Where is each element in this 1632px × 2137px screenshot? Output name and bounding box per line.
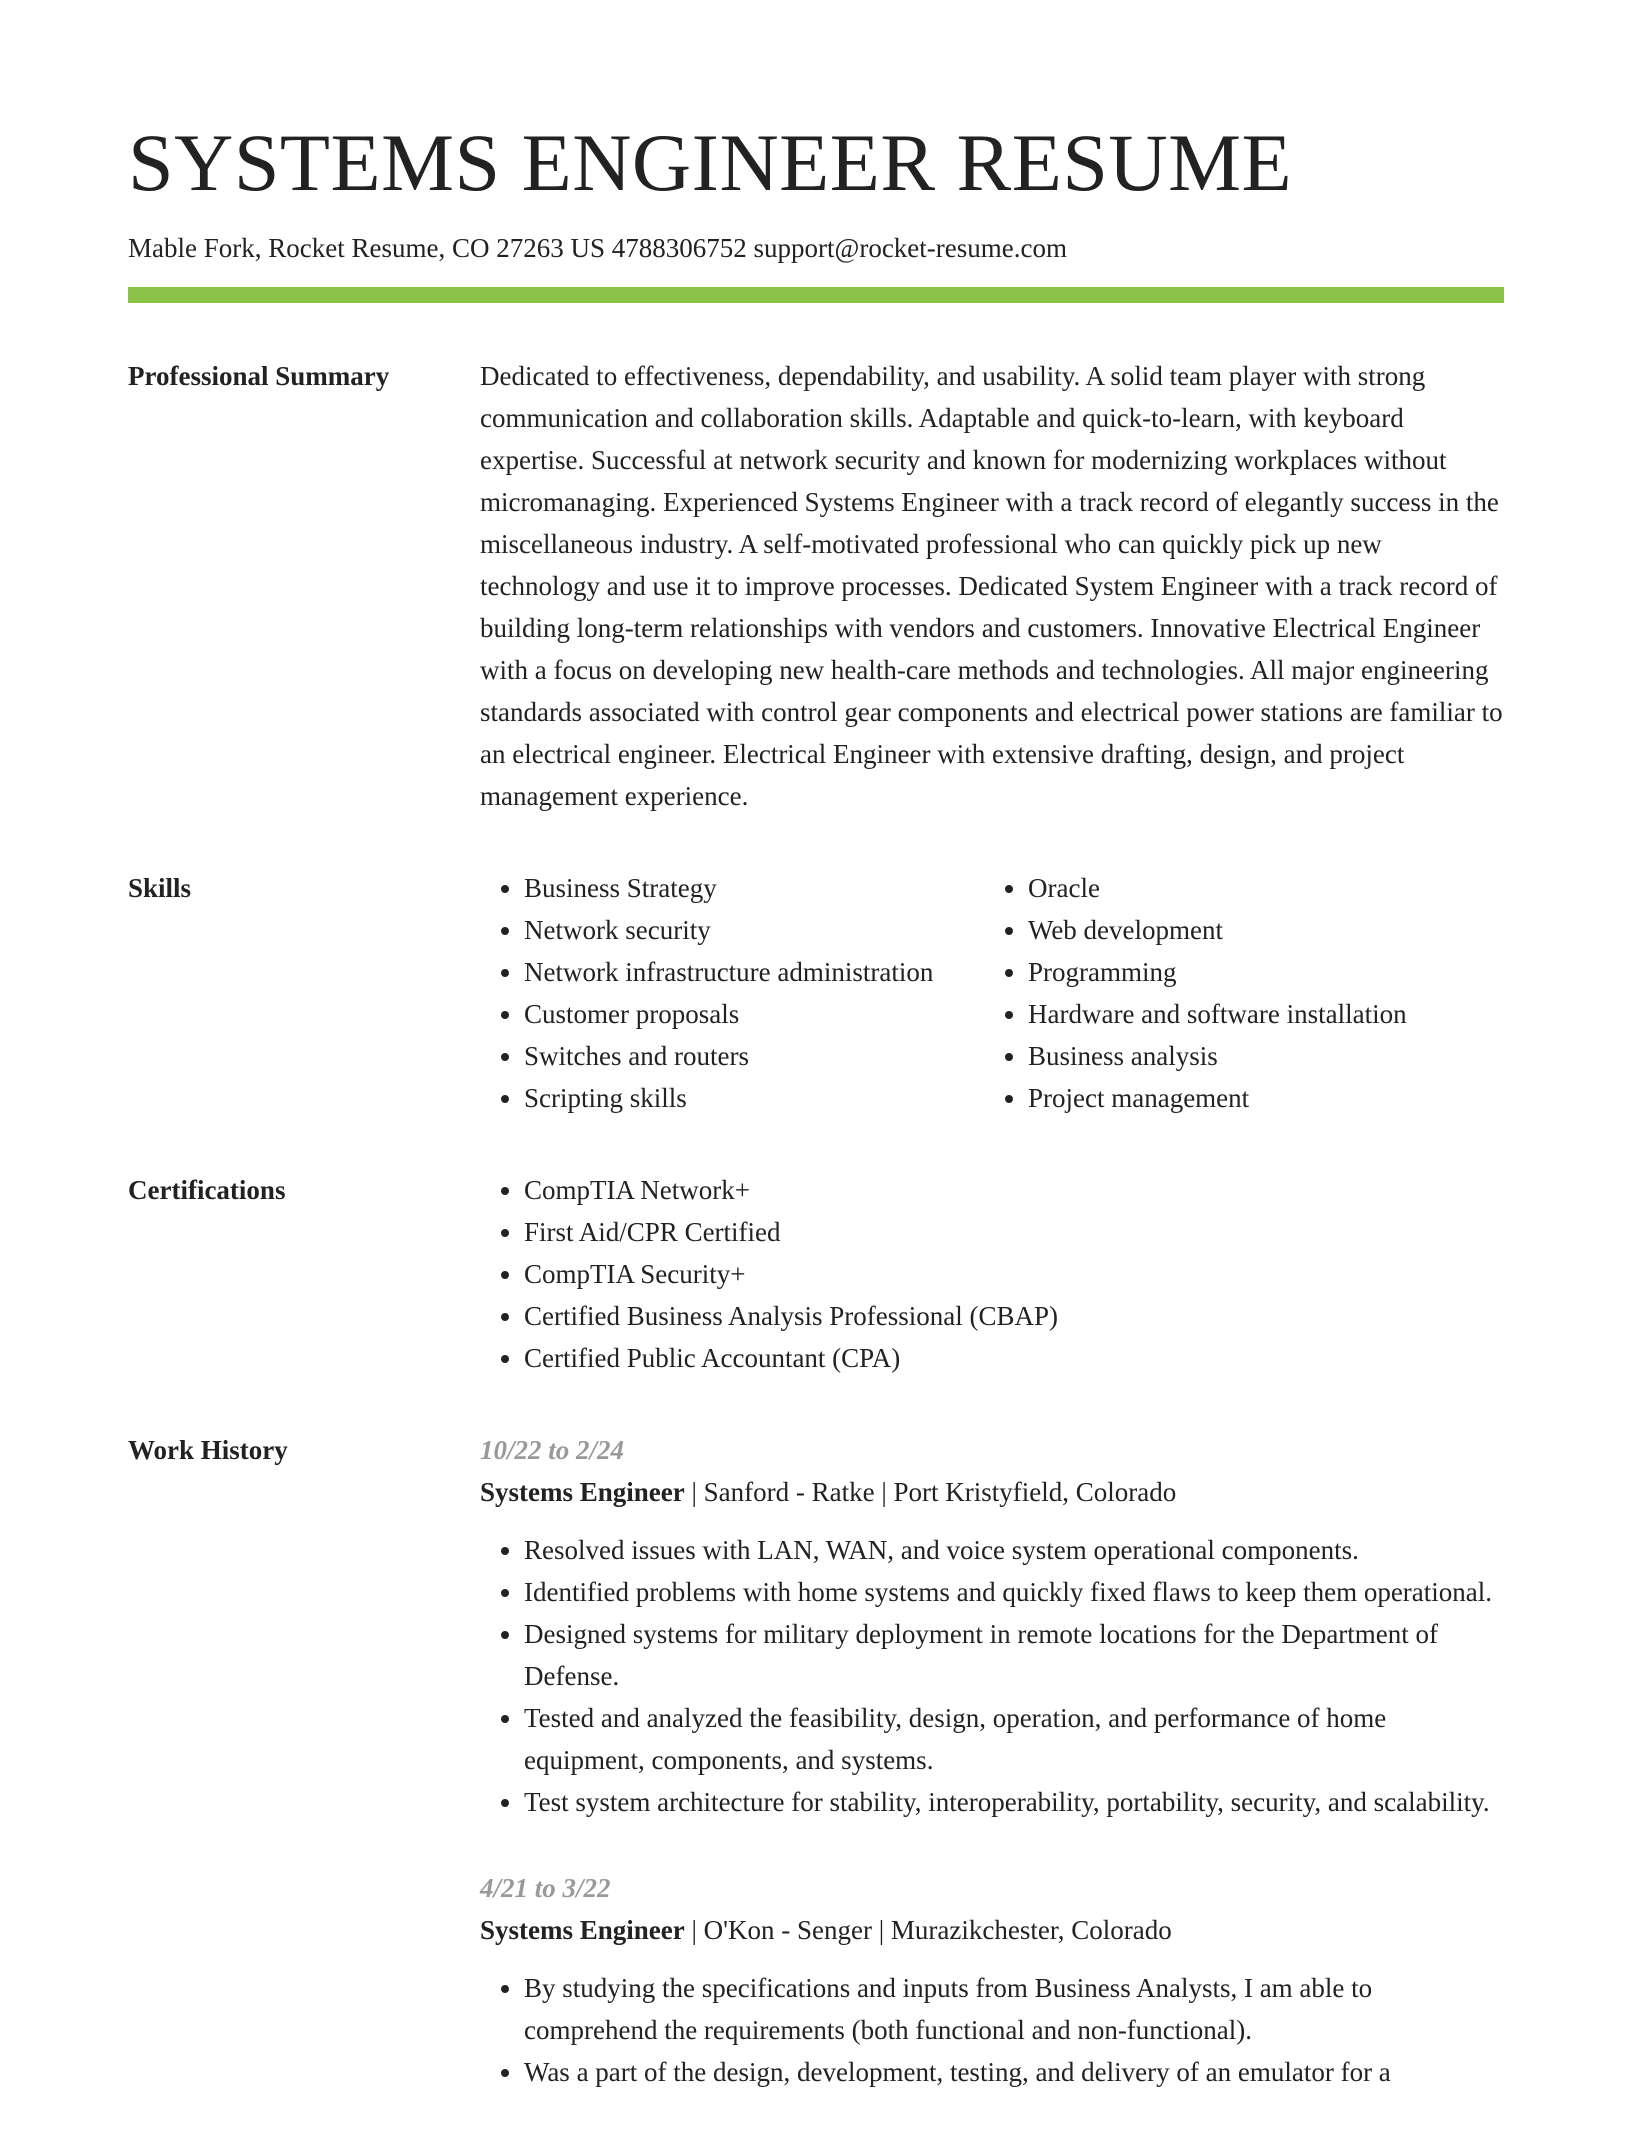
certification-item: • First Aid/CPR Certified [524, 1211, 1504, 1253]
job-entry [480, 1867, 1504, 2093]
jobs-container [480, 1429, 1504, 2137]
section-label-skills: Skills [128, 872, 192, 903]
job-dates: 4/21 to 3/22 [480, 1872, 611, 1903]
skill-item: • Programming [1028, 951, 1407, 993]
skill-item: • Customer proposals [524, 993, 984, 1035]
accent-divider [128, 287, 1504, 303]
section-label-work-history: Work History [128, 1434, 288, 1465]
job-duty-item: • Tested and analyzed the feasibility, design, operation, and performance of home equipment, components, and systems. [524, 1697, 1504, 1781]
skill-item: • Network security [524, 909, 984, 951]
skill-item: • Network infrastructure administration [524, 951, 984, 993]
job-duty-item: • Was a part of the design, development, testing, and delivery of an emulator for a [524, 2051, 1504, 2093]
skill-item: • Project management [1028, 1077, 1407, 1119]
certification-item: • CompTIA Network+ [524, 1169, 1504, 1211]
page-title: SYSTEMS ENGINEER RESUME [128, 117, 1293, 208]
skill-item: • Web development [1028, 909, 1407, 951]
skill-item: • Business Strategy [524, 867, 984, 909]
certification-item: • Certified Public Accountant (CPA) [524, 1337, 1504, 1379]
job-employer-location: | O'Kon - Senger | Murazikchester, Colorado [684, 1914, 1172, 1945]
job-duty-item: • Designed systems for military deployment in remote locations for the Department of Defense. [524, 1613, 1504, 1697]
job-employer-location: | Sanford - Ratke | Port Kristyfield, Colorado [684, 1476, 1177, 1507]
job-duty-item: • Resolved issues with LAN, WAN, and voice system operational components. [524, 1529, 1504, 1571]
section-label-certifications: Certifications [128, 1174, 286, 1205]
certification-item: • CompTIA Security+ [524, 1253, 1504, 1295]
section-label-summary: Professional Summary [128, 360, 390, 391]
job-title: Systems Engineer [480, 1914, 685, 1945]
contact-line: Mable Fork, Rocket Resume, CO 27263 US 4788306752 support@rocket-resume.com [128, 233, 1067, 264]
job-duty-item: • By studying the specifications and inputs from Business Analysts, I am able to comprehend the requirements (both functional and non-functional). [524, 1967, 1504, 2051]
job-entry [480, 1429, 1504, 1823]
skill-item: • Switches and routers [524, 1035, 984, 1077]
job-duty-item: • Test system architecture for stability, interoperability, portability, security, and scalability. [524, 1781, 1504, 1823]
job-title: Systems Engineer [480, 1476, 685, 1507]
skill-item: • Oracle [1028, 867, 1407, 909]
job-title-line [480, 1909, 1504, 1951]
job-dates: 10/22 to 2/24 [480, 1434, 625, 1465]
certifications-section [128, 1169, 1504, 1379]
skills-list-column-1 [480, 867, 984, 1119]
skill-item: • Business analysis [1028, 1035, 1407, 1077]
skill-item: • Scripting skills [524, 1077, 984, 1119]
summary-text: Dedicated to effectiveness, dependability, and usability. A solid team player with strong communication and collaboration skills. Adaptable and quick-to-learn, with keyboard expertise. Successful at network security and known for modernizing workplaces without micromanaging. Experienced Systems Engineer with a track record of elegantly success in the miscellaneous industry. A self-motivated professional who can quickly pick up new technology and use it to improve processes. Dedicated System Engineer with a track record of building long-term relationships with vendors and customers. Innovative Electrical Engineer with a focus on developing new health-care methods and technologies. All major engineering standards associated with control gear components and electrical power stations are familiar to an electrical engineer. Electrical Engineer with extensive drafting, design, and project management experience. [480, 360, 1503, 811]
skills-list-column-2 [984, 867, 1407, 1119]
certifications-list [480, 1169, 1504, 1379]
skill-item: • Hardware and software installation [1028, 993, 1407, 1035]
job-duties-list [480, 1529, 1504, 1823]
job-title-line [480, 1471, 1504, 1513]
job-duty-item: • Identified problems with home systems and quickly fixed flaws to keep them operational. [524, 1571, 1504, 1613]
work-history-section [128, 1429, 1504, 2137]
certification-item: • Certified Business Analysis Professional (CBAP) [524, 1295, 1504, 1337]
skills-section [128, 867, 1504, 1119]
summary-section [128, 355, 1504, 817]
resume-page [128, 118, 1504, 2137]
job-duties-list [480, 1967, 1504, 2093]
